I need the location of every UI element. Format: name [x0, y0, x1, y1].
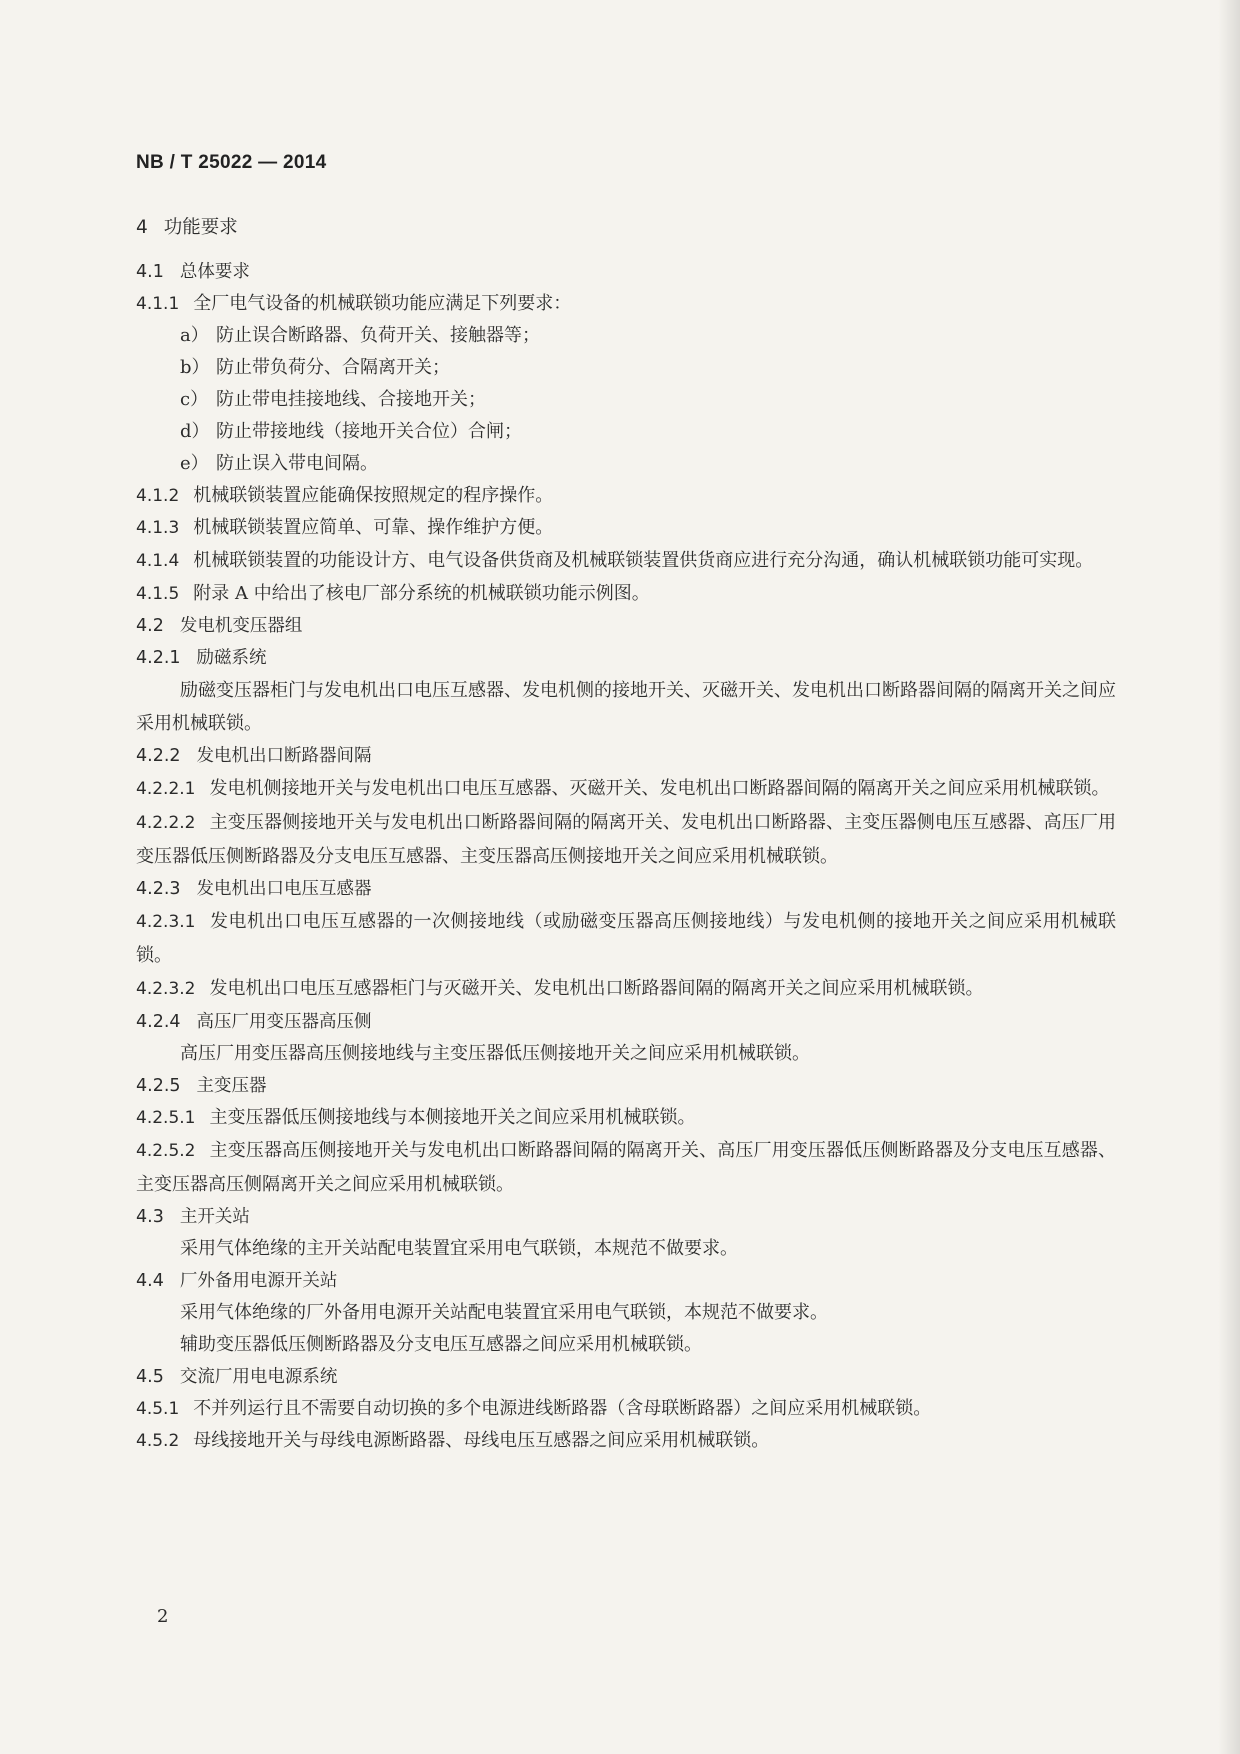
clause-number: 4.2.3.2 [136, 979, 196, 999]
list-item-text: 防止误入带电间隔。 [216, 453, 378, 474]
subsection-title: 交流厂用电电源系统 [179, 1367, 338, 1387]
clause-heading-4-2-4 [136, 1006, 1116, 1038]
clause-4-2-3-2 [136, 972, 1116, 1006]
subsection-number: 4.2 [136, 616, 164, 636]
subsection-title: 发电机变压器组 [179, 616, 303, 636]
page-content [136, 212, 1116, 1457]
subsection-number: 4.3 [136, 1207, 164, 1227]
clause-text: 不并列运行且不需要自动切换的多个电源进线断路器（含母联断路器）之间应采用机械联锁。 [193, 1398, 932, 1419]
standard-code: NB / T 25022 — 2014 [136, 152, 327, 173]
list-marker: e） [180, 453, 209, 474]
list-item [136, 416, 1116, 448]
clause-number: 4.2.1 [136, 648, 181, 668]
clause-number: 4.2.5.2 [136, 1141, 196, 1161]
clause-number: 4.1.1 [136, 294, 180, 314]
clause-number: 4.1.4 [136, 551, 180, 571]
clause-number: 4.5.2 [136, 1431, 180, 1451]
subsection-title: 主开关站 [179, 1207, 250, 1227]
subsection-heading-4-1 [136, 256, 1116, 288]
subsection-number: 4.4 [136, 1271, 164, 1291]
clause-body-4-2-1: 励磁变压器柜门与发电机出口电压互感器、发电机侧的接地开关、灭磁开关、发电机出口断路器间隔的隔离开关之间应采用机械联锁。 [136, 680, 1116, 734]
section-title: 功能要求 [163, 217, 238, 238]
subsection-heading-4-5 [136, 1361, 1116, 1393]
clause-4-1-2 [136, 480, 1116, 512]
subsection-heading-4-4 [136, 1265, 1116, 1297]
section-number: 4 [136, 217, 148, 238]
subsection-heading-4-2 [136, 610, 1116, 642]
clause-number: 4.2.2.2 [136, 813, 196, 833]
list-marker: a） [180, 325, 209, 346]
clause-heading-4-2-3 [136, 873, 1116, 905]
list-item [136, 320, 1116, 352]
clause-text: 附录 A 中给出了核电厂部分系统的机械联锁功能示例图。 [193, 583, 650, 604]
clause-4-2-2-2 [136, 806, 1116, 873]
list-marker: c） [180, 389, 209, 410]
list-item [136, 352, 1116, 384]
clause-number: 4.2.2 [136, 746, 181, 766]
clause-4-2-3-1 [136, 905, 1116, 972]
list-item-text: 防止带负荷分、合隔离开关； [216, 357, 450, 378]
clause-4-2-5-2 [136, 1134, 1116, 1201]
section-body-4-4-a: 采用气体绝缘的厂外备用电源开关站配电装置宜采用电气联锁，本规范不做要求。 [180, 1302, 828, 1323]
clause-text: 机械联锁装置应简单、可靠、操作维护方便。 [193, 517, 554, 538]
clause-title: 高压厂用变压器高压侧 [196, 1012, 372, 1032]
clause-4-2-5-1 [136, 1102, 1116, 1134]
clause-text: 机械联锁装置应能确保按照规定的程序操作。 [193, 485, 554, 506]
clause-text: 主变压器高压侧接地开关与发电机出口断路器间隔的隔离开关、高压厂用变压器低压侧断路器及分支电压互感器、主变压器高压侧隔离开关之间应采用机械联锁。 [136, 1140, 1116, 1195]
clause-text: 全厂电气设备的机械联锁功能应满足下列要求： [193, 293, 572, 314]
clause-4-1-5 [136, 578, 1116, 610]
clause-number: 4.2.5.1 [136, 1108, 196, 1128]
clause-4-5-1 [136, 1393, 1116, 1425]
clause-4-5-2 [136, 1425, 1116, 1457]
clause-number: 4.2.3.1 [136, 912, 196, 932]
clause-title: 发电机出口断路器间隔 [196, 746, 372, 766]
clause-heading-4-2-2 [136, 740, 1116, 772]
clause-number: 4.2.2.1 [136, 779, 196, 799]
clause-title: 主变压器 [196, 1076, 267, 1096]
list-item-text: 防止误合断路器、负荷开关、接触器等； [216, 325, 540, 346]
clause-4-1-1 [136, 288, 1116, 320]
clause-text: 主变压器低压侧接地线与本侧接地开关之间应采用机械联锁。 [209, 1107, 696, 1128]
clause-heading-4-2-5 [136, 1070, 1116, 1102]
subsection-title: 总体要求 [179, 262, 250, 282]
list-marker: b） [180, 357, 210, 378]
section-body-4-4-b: 辅助变压器低压侧断路器及分支电压互感器之间应采用机械联锁。 [180, 1334, 702, 1355]
clause-number: 4.1.2 [136, 486, 180, 506]
clause-body-4-2-4: 高压厂用变压器高压侧接地线与主变压器低压侧接地开关之间应采用机械联锁。 [180, 1043, 810, 1064]
section-body-4-3: 采用气体绝缘的主开关站配电装置宜采用电气联锁，本规范不做要求。 [180, 1238, 738, 1259]
clause-text: 主变压器侧接地开关与发电机出口断路器间隔的隔离开关、发电机出口断路器、主变压器侧电压互感器、高压厂用变压器低压侧断路器及分支电压互感器、主变压器高压侧接地开关之间应采用机械联锁。 [136, 812, 1116, 867]
list-marker: d） [180, 421, 210, 442]
clause-number: 4.5.1 [136, 1399, 180, 1419]
list-item-text: 防止带接地线（接地开关合位）合闸； [216, 421, 522, 442]
clause-number: 4.1.3 [136, 518, 180, 538]
subsection-heading-4-3 [136, 1201, 1116, 1233]
subsection-number: 4.1 [136, 262, 164, 282]
clause-text: 机械联锁装置的功能设计方、电气设备供货商及机械联锁装置供货商应进行充分沟通，确认机械联锁功能可实现。 [193, 550, 1094, 571]
clause-heading-4-2-1 [136, 642, 1116, 674]
clause-number: 4.2.3 [136, 879, 181, 899]
clause-4-2-2-1 [136, 772, 1116, 806]
clause-number: 4.2.4 [136, 1012, 181, 1032]
subsection-number: 4.5 [136, 1367, 164, 1387]
clause-4-1-3 [136, 512, 1116, 544]
page-edge-shadow [1218, 0, 1240, 1754]
section-heading-4 [136, 212, 1116, 244]
clause-text: 发电机出口电压互感器柜门与灭磁开关、发电机出口断路器间隔的隔离开关之间应采用机械联锁。 [209, 978, 984, 999]
list-item [136, 384, 1116, 416]
clause-number: 4.1.5 [136, 584, 180, 604]
clause-number: 4.2.5 [136, 1076, 181, 1096]
clause-title: 励磁系统 [196, 648, 267, 668]
clause-title: 发电机出口电压互感器 [196, 879, 372, 899]
clause-text: 发电机出口电压互感器的一次侧接地线（或励磁变压器高压侧接地线）与发电机侧的接地开关之间应采用机械联锁。 [136, 911, 1116, 966]
clause-4-1-4 [136, 544, 1116, 578]
clause-text: 母线接地开关与母线电源断路器、母线电压互感器之间应采用机械联锁。 [193, 1430, 770, 1451]
page-number: 2 [157, 1606, 169, 1627]
list-item-text: 防止带电挂接地线、合接地开关； [216, 389, 486, 410]
clause-text: 发电机侧接地开关与发电机出口电压互感器、灭磁开关、发电机出口断路器间隔的隔离开关之间应采用机械联锁。 [209, 778, 1110, 799]
subsection-title: 厂外备用电源开关站 [179, 1271, 338, 1291]
list-item [136, 448, 1116, 480]
